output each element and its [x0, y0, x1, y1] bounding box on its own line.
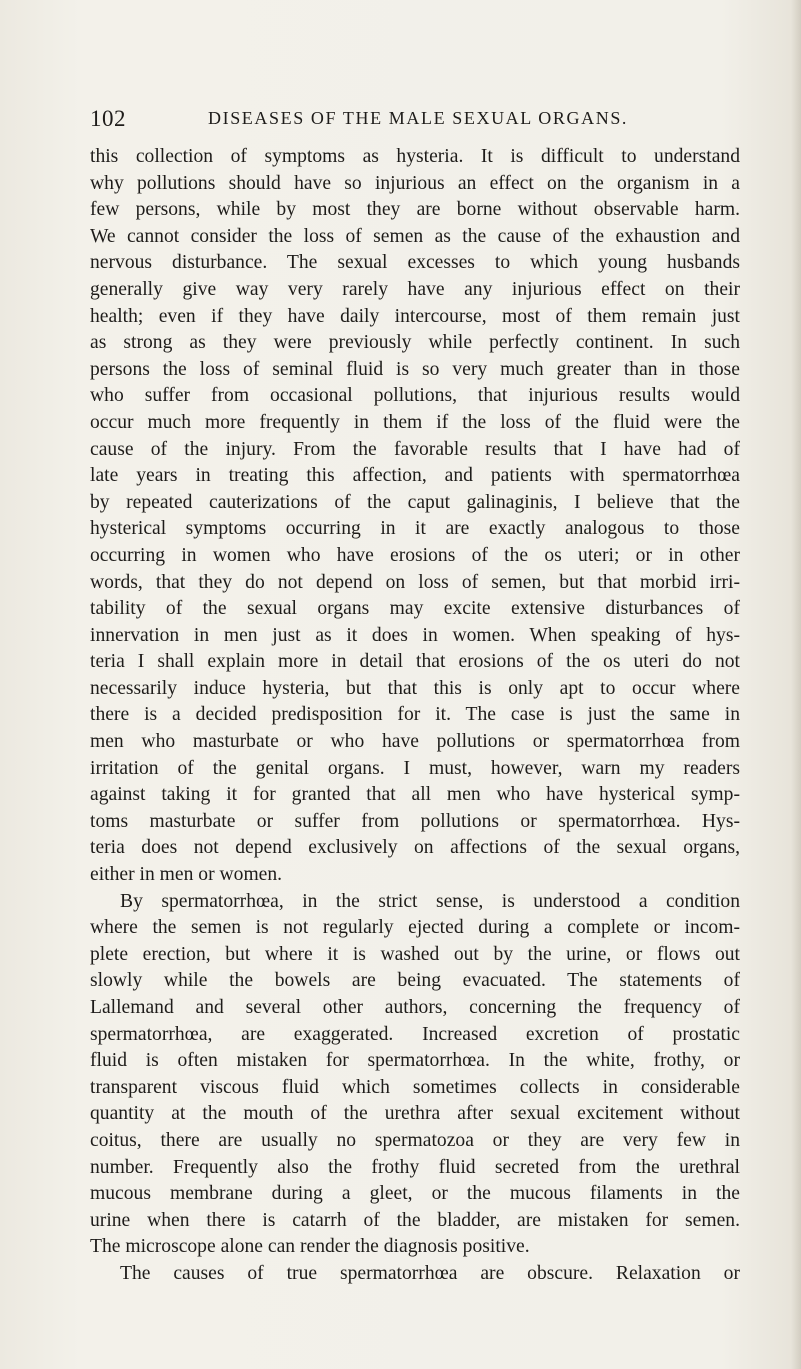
text-line: nervous disturbance. The sexual excesses to which young husbands — [90, 252, 740, 274]
text-line: urine when there is catarrh of the bladder, are mistaken for semen. — [90, 1209, 740, 1231]
text-line: quantity at the mouth of the urethra after sexual excitement without — [90, 1103, 740, 1125]
text-line: coitus, there are usually no spermatozoa or they are very few in — [90, 1129, 740, 1151]
text-line: spermatorrhœa, are exaggerated. Increased excretion of prostatic — [90, 1023, 740, 1045]
running-head — [0, 106, 801, 132]
text-line: cause of the injury. From the favorable results that I have had of — [90, 438, 740, 460]
text-line: teria does not depend exclusively on affections of the sexual organs, — [90, 837, 740, 859]
page-edge-shadow — [791, 0, 801, 1369]
text-line: either in men or women. — [90, 864, 283, 886]
text-line: teria I shall explain more in detail that erosions of the os uteri do not — [90, 651, 740, 673]
text-line: The microscope alone can render the diagnosis positive. — [90, 1236, 530, 1258]
text-line: fluid is often mistaken for spermatorrhœa. In the white, frothy, or — [90, 1050, 740, 1072]
text-line: persons the loss of seminal fluid is so very much greater than in those — [90, 358, 740, 380]
text-line: there is a decided predisposition for it. The case is just the same in — [90, 704, 740, 726]
body-text — [90, 144, 740, 1288]
text-line: hysterical symptoms occurring in it are exactly analogous to those — [90, 518, 740, 540]
page-number: 102 — [90, 106, 126, 131]
text-line: by repeated cauterizations of the caput galinaginis, I believe that the — [90, 491, 740, 513]
text-line: men who masturbate or who have pollutions or spermatorrhœa from — [90, 731, 740, 753]
text-line: few persons, while by most they are borne without observable harm. — [90, 199, 740, 221]
text-line: transparent viscous fluid which sometimes collects in considerable — [90, 1076, 740, 1098]
text-line: late years in treating this affection, and patients with spermatorrhœa — [90, 465, 740, 487]
text-line: as strong as they were previously while perfectly continent. In such — [90, 332, 740, 354]
text-line: The causes of true spermatorrhœa are obscure. Relaxation or — [120, 1262, 740, 1284]
text-line: occurring in women who have erosions of the os uteri; or in other — [90, 544, 740, 566]
text-line: necessarily induce hysteria, but that this is only apt to occur where — [90, 677, 740, 699]
text-line: why pollutions should have so injurious an effect on the organism in a — [90, 172, 740, 194]
text-line: slowly while the bowels are being evacuated. The statements of — [90, 970, 740, 992]
text-line: number. Frequently also the frothy fluid secreted from the urethral — [90, 1156, 740, 1178]
text-line: who suffer from occasional pollutions, that injurious results would — [90, 385, 740, 407]
text-line: words, that they do not depend on loss of semen, but that morbid irri- — [90, 571, 740, 593]
text-line: Lallemand and several other authors, concerning the frequency of — [90, 997, 740, 1018]
text-line: where the semen is not regularly ejected during a complete or incom- — [90, 917, 740, 939]
text-line: occur much more frequently in them if the loss of the fluid were the — [90, 411, 740, 433]
text-line: against taking it for granted that all men who have hysterical symp- — [90, 784, 740, 806]
text-line: By spermatorrhœa, in the strict sense, is understood a condition — [120, 890, 740, 912]
text-line: mucous membrane during a gleet, or the mucous filaments in the — [90, 1183, 740, 1205]
text-line: health; even if they have daily intercourse, most of them remain just — [90, 305, 740, 327]
text-line: irritation of the genital organs. I must, however, warn my readers — [90, 757, 740, 779]
text-line: this collection of symptoms as hysteria. It is difficult to understand — [90, 146, 740, 167]
text-line: toms masturbate or suffer from pollutions or spermatorrhœa. Hys- — [90, 810, 740, 832]
text-line: generally give way very rarely have any injurious effect on their — [90, 278, 740, 300]
text-line: tability of the sexual organs may excite extensive disturbances of — [90, 598, 740, 620]
text-line: plete erection, but where it is washed out by the urine, or flows out — [90, 943, 740, 965]
text-line: We cannot consider the loss of semen as the cause of the exhaustion and — [90, 225, 740, 247]
text-line: innervation in men just as it does in women. When speaking of hys- — [90, 624, 740, 646]
running-title: DISEASES OF THE MALE SEXUAL ORGANS. — [208, 108, 629, 128]
